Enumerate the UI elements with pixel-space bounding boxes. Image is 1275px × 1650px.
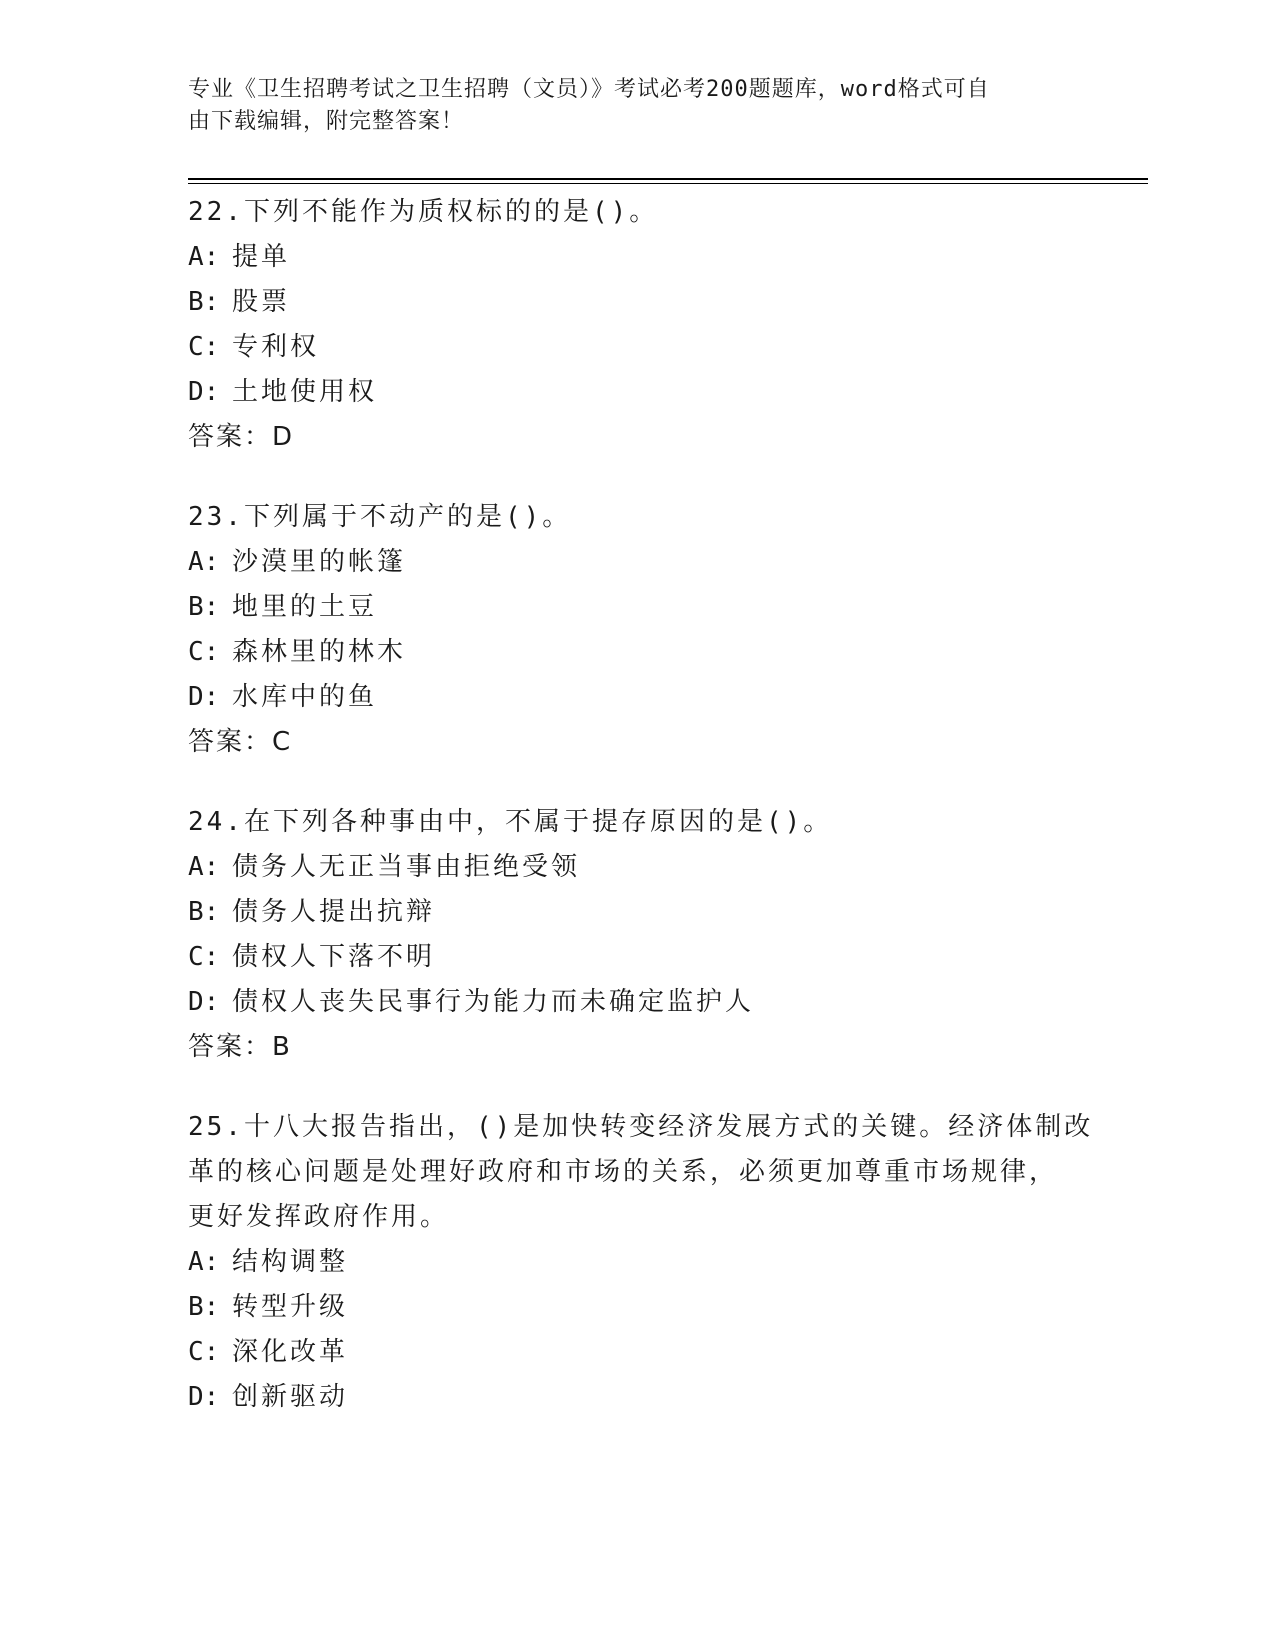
option-key: D: [188, 987, 220, 1017]
option-c [188, 1330, 1148, 1375]
option-key: B: [188, 897, 220, 927]
option-text: 水库中的鱼 [232, 682, 378, 712]
question-stem-line-1: 25.十八大报告指出，()是加快转变经济发展方式的关键。经济体制改 [188, 1112, 1094, 1142]
question-stem: 24.在下列各种事由中，不属于提存原因的是()。 [188, 807, 833, 837]
option-key: C: [188, 942, 220, 972]
option-text: 转型升级 [232, 1292, 349, 1322]
option-d [188, 675, 1148, 720]
question-stem-line-3: 更好发挥政府作用。 [188, 1202, 450, 1232]
question-stem: 23.下列属于不动产的是()。 [188, 502, 572, 532]
option-text: 结构调整 [232, 1247, 349, 1277]
answer-line [188, 415, 1148, 460]
option-b [188, 280, 1148, 325]
option-text: 债权人下落不明 [232, 942, 436, 972]
option-text: 创新驱动 [232, 1382, 349, 1412]
answer-value: B [272, 1032, 290, 1062]
option-d [188, 980, 1148, 1025]
option-text: 股票 [232, 287, 291, 317]
option-key: C: [188, 332, 220, 362]
option-text: 债务人无正当事由拒绝受领 [232, 852, 581, 882]
option-b [188, 890, 1148, 935]
question-25 [188, 1105, 1148, 1420]
option-a [188, 845, 1148, 890]
option-b [188, 1285, 1148, 1330]
option-text: 专利权 [232, 332, 320, 362]
option-c [188, 630, 1148, 675]
option-c [188, 935, 1148, 980]
option-key: B: [188, 1292, 220, 1322]
option-key: D: [188, 1382, 220, 1412]
option-text: 土地使用权 [232, 377, 378, 407]
answer-value: C [272, 727, 291, 757]
answer-label: 答案： [188, 422, 273, 452]
option-a [188, 540, 1148, 585]
answer-line [188, 720, 1148, 765]
option-key: D: [188, 377, 220, 407]
option-c [188, 325, 1148, 370]
option-key: D: [188, 682, 220, 712]
answer-value: D [272, 422, 293, 452]
option-a [188, 1240, 1148, 1285]
option-key: C: [188, 637, 220, 667]
option-text: 深化改革 [232, 1337, 349, 1367]
header-line-1: 专业《卫生招聘考试之卫生招聘（文员）》考试必考200题题库，word格式可自 [188, 77, 990, 102]
option-key: B: [188, 287, 220, 317]
answer-label: 答案： [188, 727, 273, 757]
answer-line [188, 1025, 1148, 1070]
option-text: 森林里的林木 [232, 637, 407, 667]
question-list [188, 190, 1148, 1455]
question-stem-line-2: 革的核心问题是处理好政府和市场的关系，必须更加尊重市场规律， [188, 1157, 1059, 1187]
option-text: 债务人提出抗辩 [232, 897, 436, 927]
header-line-2: 由下载编辑，附完整答案！ [188, 109, 465, 134]
document-header [188, 74, 1058, 138]
question-stem: 22.下列不能作为质权标的的是()。 [188, 197, 659, 227]
header-divider [188, 178, 1148, 184]
answer-label: 答案： [188, 1032, 273, 1062]
question-23 [188, 495, 1148, 765]
option-key: B: [188, 592, 220, 622]
option-text: 债权人丧失民事行为能力而未确定监护人 [232, 987, 755, 1017]
option-key: A: [188, 242, 220, 272]
option-key: A: [188, 547, 220, 577]
option-key: C: [188, 1337, 220, 1367]
option-text: 提单 [232, 242, 291, 272]
option-b [188, 585, 1148, 630]
option-key: A: [188, 852, 220, 882]
option-d [188, 370, 1148, 415]
option-key: A: [188, 1247, 220, 1277]
question-22 [188, 190, 1148, 460]
option-a [188, 235, 1148, 280]
option-d [188, 1375, 1148, 1420]
option-text: 地里的土豆 [232, 592, 378, 622]
question-24 [188, 800, 1148, 1070]
option-text: 沙漠里的帐篷 [232, 547, 407, 577]
